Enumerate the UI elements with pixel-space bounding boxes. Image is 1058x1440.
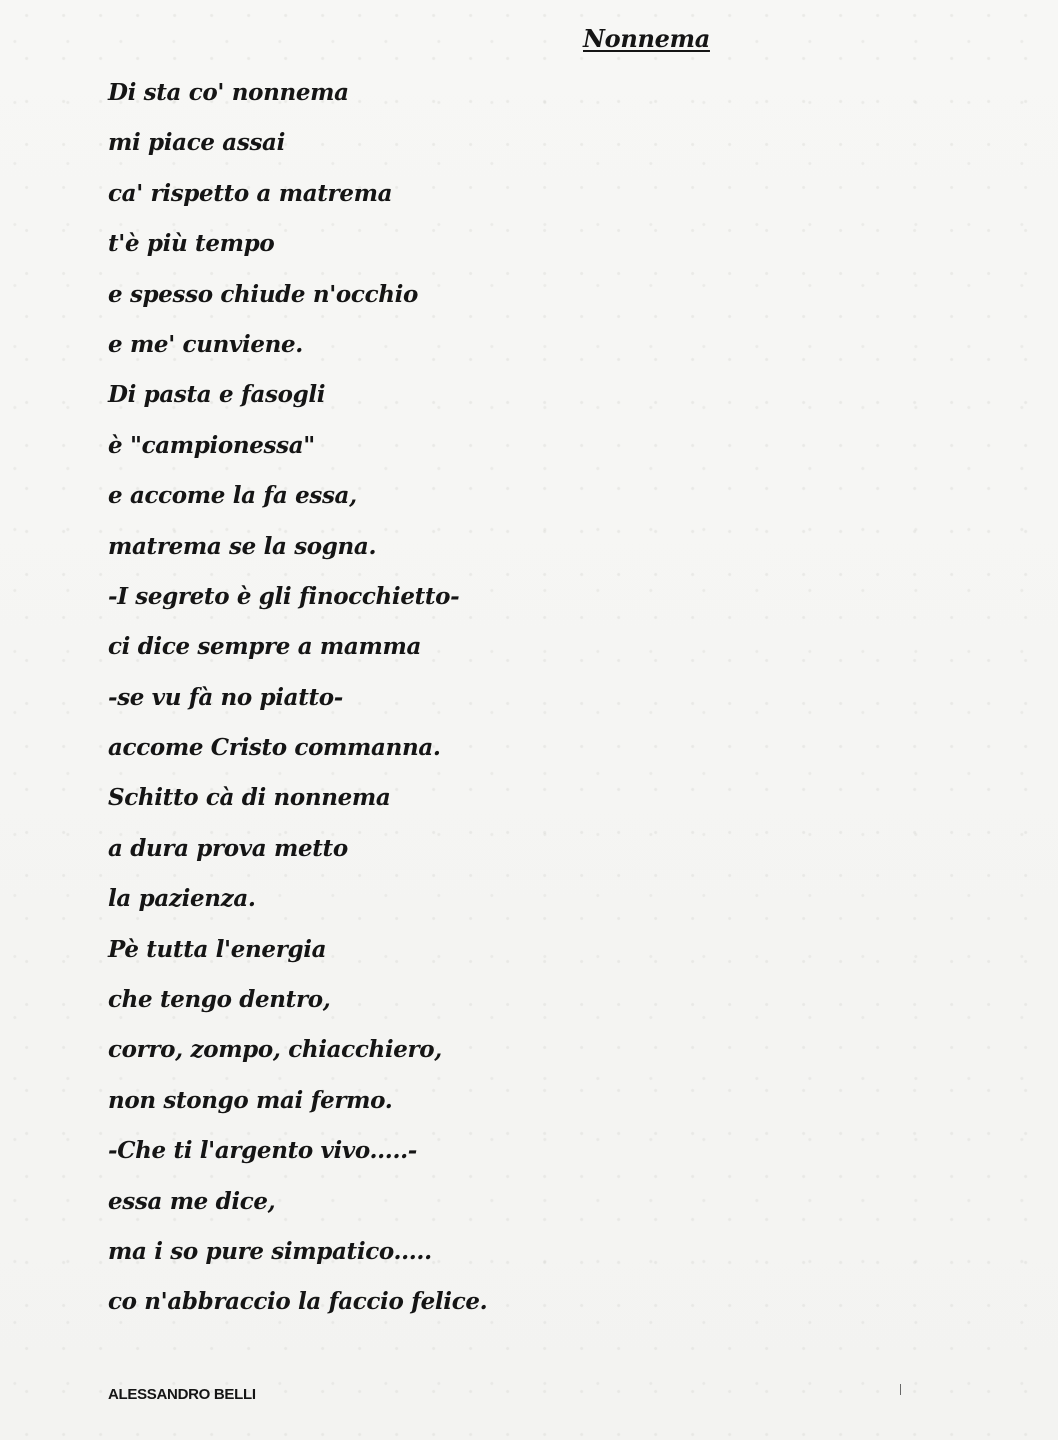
poem-line: mi piace assai — [108, 129, 285, 157]
poem-line: essa me dice, — [108, 1187, 276, 1215]
poem-line: ma i so pure simpatico..... — [108, 1237, 432, 1265]
scan-mark — [900, 1384, 901, 1395]
poem-line: ci dice sempre a mamma — [108, 633, 421, 661]
poem-line: Pè tutta l'energia — [108, 935, 327, 963]
poem-line: t'è più tempo — [108, 230, 275, 258]
poem-line: e accome la fa essa, — [108, 482, 357, 510]
poem-line: è "campionessa" — [108, 431, 315, 459]
poem-line: Schitto cà di nonnema — [108, 784, 391, 812]
poem-line: Di sta co' nonnema — [108, 79, 349, 106]
poem-line: accome Cristo commanna. — [108, 734, 441, 762]
poem-line: matrema se la sogna. — [108, 532, 377, 560]
poem-line: -I segreto è gli finocchietto- — [108, 582, 460, 610]
poem-line: ca' rispetto a matrema — [108, 179, 393, 207]
author-name: ALESSANDRO BELLI — [108, 1386, 256, 1403]
poem-line: non stongo mai fermo. — [108, 1086, 393, 1114]
poem-title: Nonnema — [583, 24, 710, 53]
poem-line: corro, zompo, chiacchiero, — [108, 1036, 442, 1064]
poem-line: -Che ti l'argento vivo.....- — [108, 1137, 417, 1165]
poem-lines — [108, 78, 487, 1338]
poem-line: la pazienza. — [108, 885, 256, 913]
poem-line: che tengo dentro, — [108, 986, 331, 1014]
poem-line: e me' cunviene. — [108, 330, 303, 358]
poem-line: Di pasta e fasogli — [108, 381, 326, 409]
poem-line: -se vu fà no piatto- — [108, 683, 343, 711]
poem-line: e spesso chiude n'occhio — [108, 280, 418, 308]
poem-line: a dura prova metto — [108, 834, 348, 862]
poem-line: co n'abbraccio la faccio felice. — [108, 1288, 488, 1316]
